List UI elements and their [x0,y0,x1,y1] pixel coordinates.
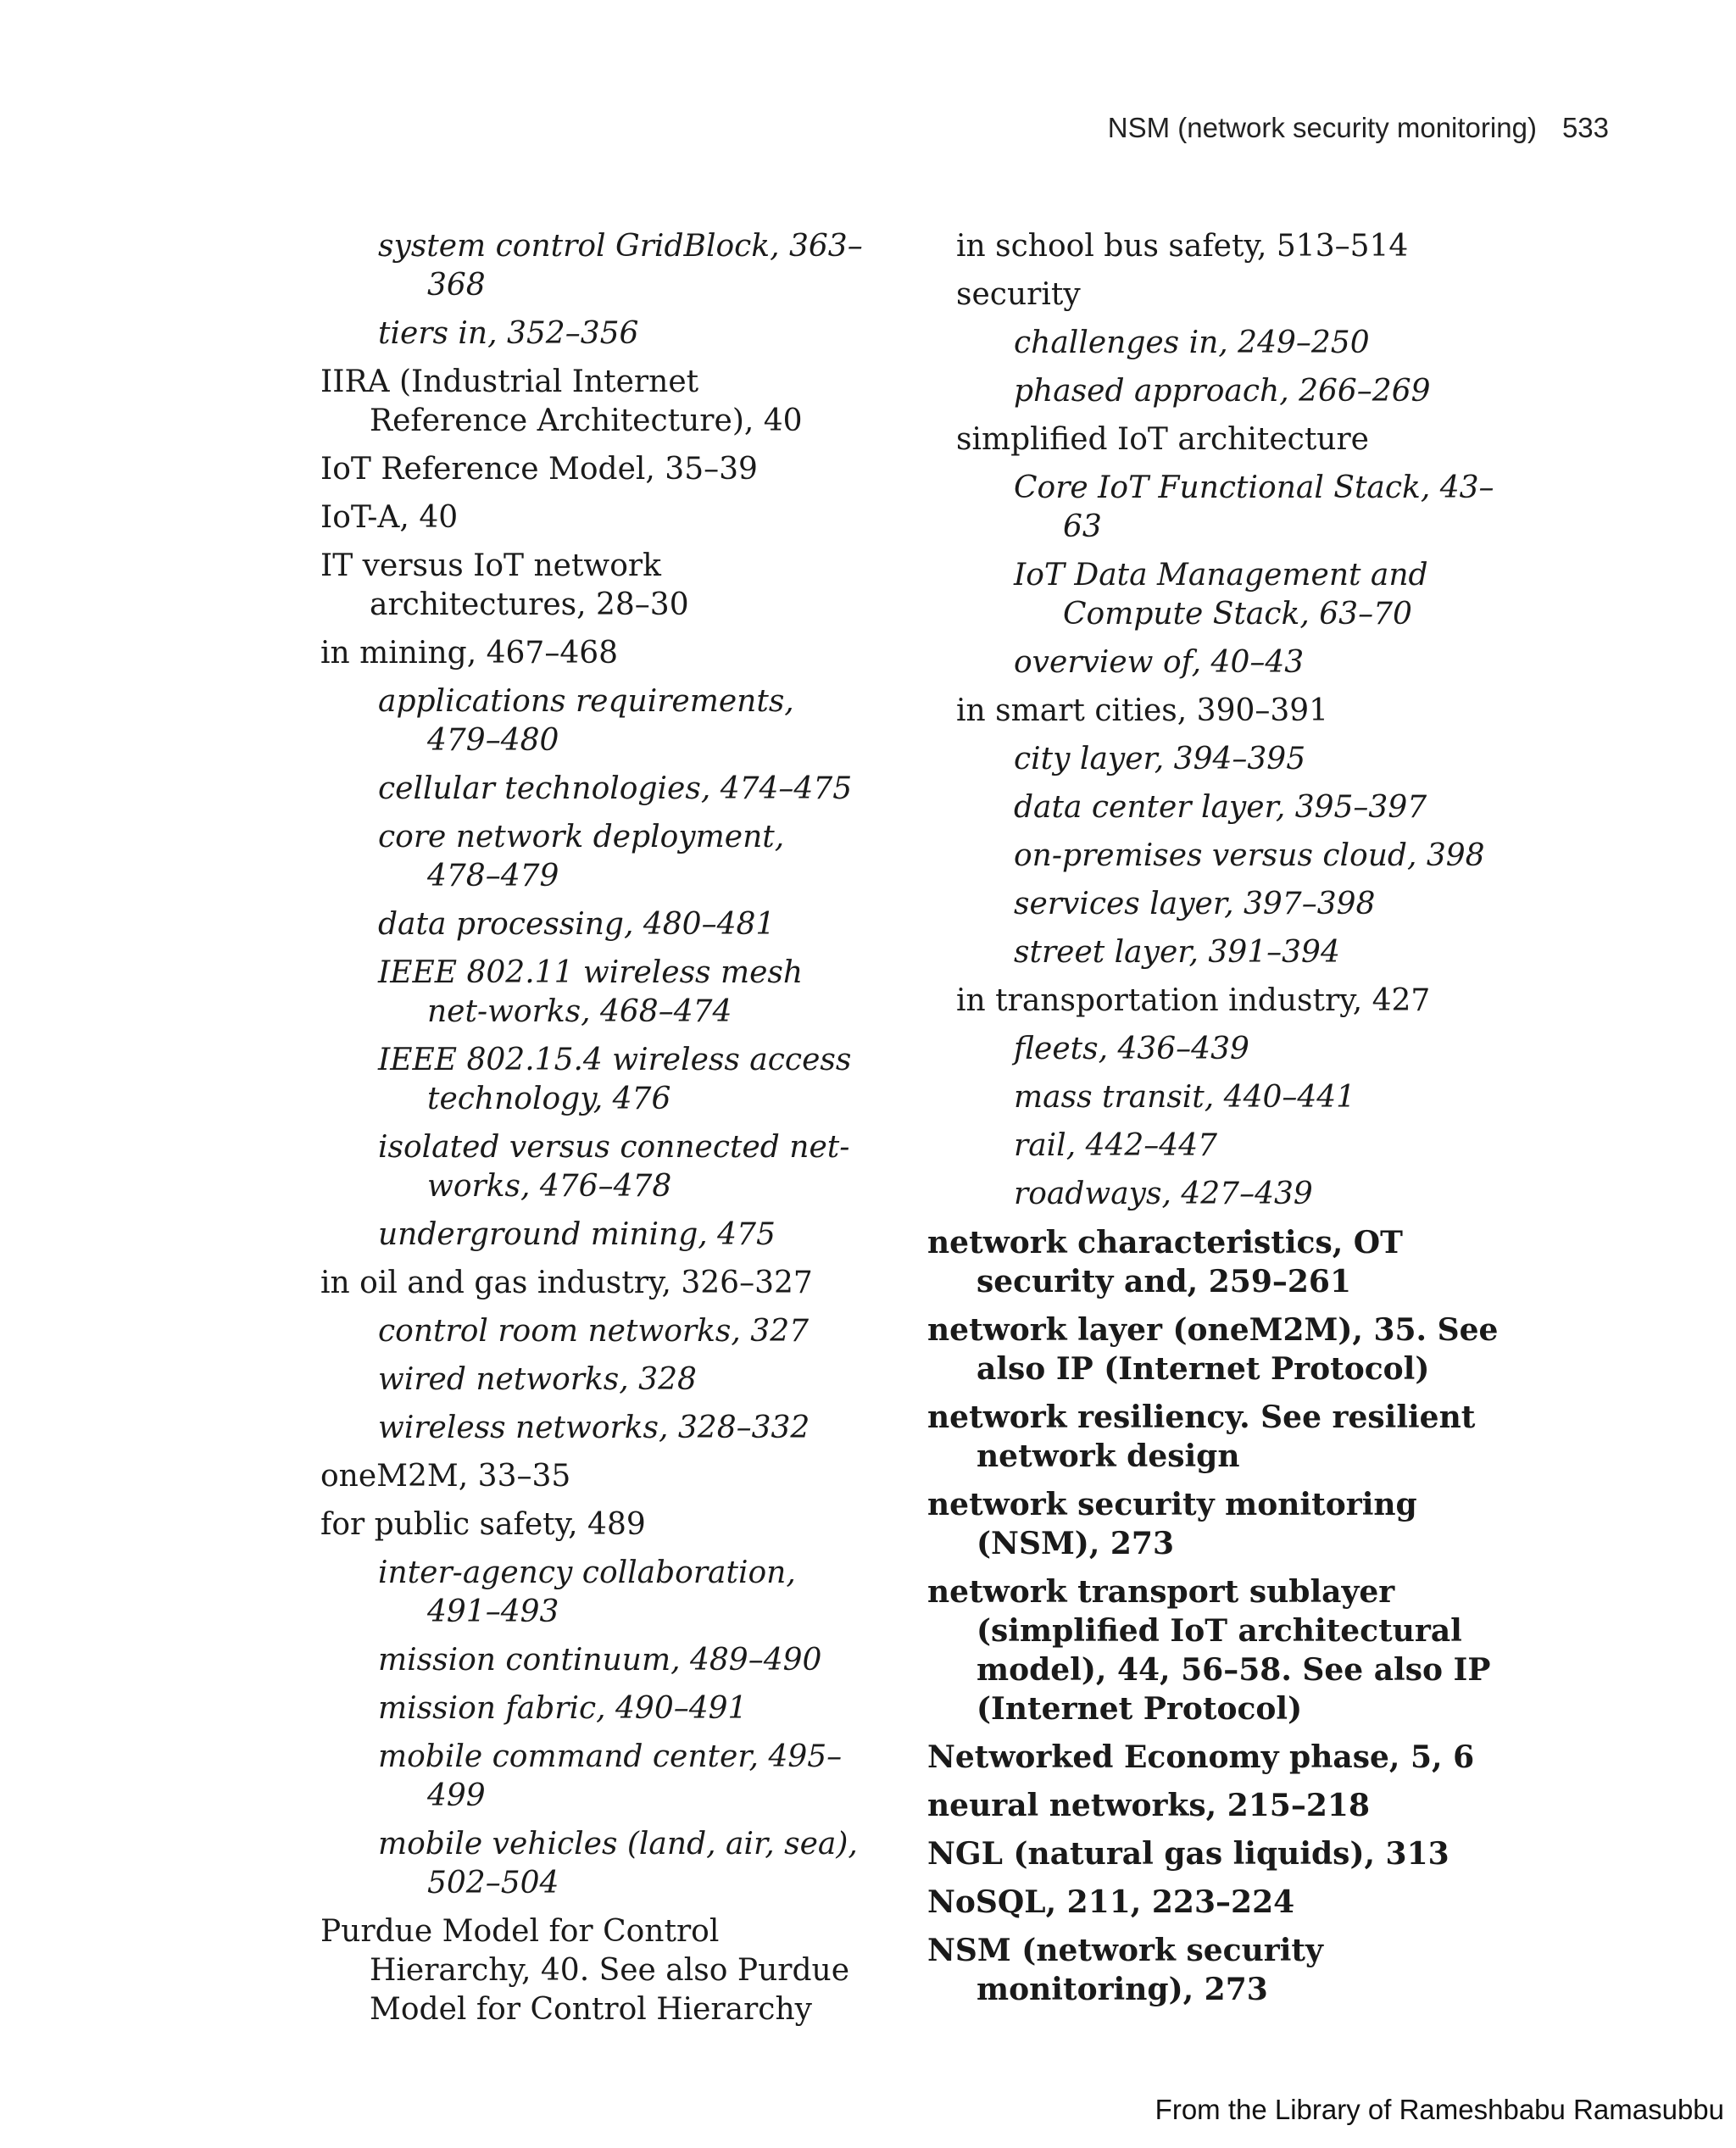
index-entry: network characteristics, OT security and, 259–261 [927,1225,1403,1299]
index-subentry: cellular technologies, 474–475 [378,771,853,806]
index-subentry: mobile vehicles (land, air, sea), 502–504 [378,1827,858,1900]
index-entry: Networked Economy phase, 5, 6 [927,1739,1475,1775]
index-subentry: control room networks, 327 [378,1314,810,1349]
index-subentry: inter-agency collaboration, 491–493 [378,1555,796,1629]
index-subentry: on-premises versus cloud, 398 [1014,838,1485,873]
index-subentry: tiers in, 352–356 [378,316,639,351]
index-entry: neural networks, 215–218 [927,1788,1370,1823]
index-subentry: roadways, 427–439 [1014,1177,1313,1211]
page-number: 533 [1561,112,1609,143]
index-entry: simplified IoT architecture [956,422,1369,457]
running-head [1108,112,1609,144]
index-subentry: IEEE 802.11 wireless mesh net-works, 468–474 [378,955,804,1029]
index-entry: network resiliency. See resilient network design [927,1400,1476,1474]
index-entry: for public safety, 489 [320,1507,646,1542]
index-entry: network transport sublayer (simplified IoT architectural model), 44, 56–58. See also IP (Internet Protocol) [927,1574,1491,1727]
index-entry: IIRA (Industrial Internet Reference Architecture), 40 [320,364,803,438]
index-subentry: services layer, 397–398 [1014,887,1376,921]
index-subentry: system control GridBlock, 363–368 [378,229,863,303]
index-entry: in school bus safety, 513–514 [956,229,1409,264]
index-entry: in transportation industry, 427 [956,983,1431,1018]
index-entry: NSM (network security monitoring), 273 [927,1933,1323,2007]
index-subentry: data center layer, 395–397 [1014,790,1427,825]
index-subentry: city layer, 394–395 [1014,742,1306,776]
index-entry: NoSQL, 211, 223–224 [927,1884,1295,1920]
index-subentry: street layer, 391–394 [1014,935,1340,970]
index-subentry: mobile command center, 495–499 [378,1739,843,1813]
index-entry: NGL (natural gas liquids), 313 [927,1836,1449,1872]
index-subentry: wired networks, 328 [378,1362,697,1397]
index-subentry: underground mining, 475 [378,1217,776,1252]
index-subentry: Core IoT Functional Stack, 43–63 [1014,470,1494,544]
index-entry: oneM2M, 33–35 [320,1459,571,1494]
index-subentry: IoT Data Management and Compute Stack, 63–70 [1014,558,1428,632]
library-credit: From the Library of Rameshbabu Ramasubbu [1155,2094,1724,2125]
index-column-left [320,227,863,2039]
index-entry: IoT Reference Model, 35–39 [320,452,758,487]
index-subentry: wireless networks, 328–332 [378,1411,810,1445]
index-entry: in mining, 467–468 [320,636,619,671]
index-subentry: phased approach, 266–269 [1014,374,1431,409]
index-subentry: fleets, 436–439 [1014,1032,1249,1066]
index-entry: in oil and gas industry, 326–327 [320,1266,813,1300]
running-head-title: NSM (network security monitoring) [1107,112,1537,143]
index-entry: network security monitoring (NSM), 273 [927,1487,1417,1561]
index-entry: IT versus IoT network architectures, 28–30 [320,548,689,622]
index-entry: security [956,277,1081,312]
index-entry: IoT-A, 40 [320,500,459,535]
index-entry: Purdue Model for Control Hierarchy, 40. See also Purdue Model for Control Hierarchy [320,1914,850,2027]
index-column-right [927,227,1504,2018]
index-subentry: isolated versus connected net-works, 476–478 [378,1130,850,1204]
index-subentry: challenges in, 249–250 [1014,326,1370,360]
index-subentry: mission fabric, 490–491 [378,1691,748,1726]
index-subentry: rail, 442–447 [1014,1128,1218,1163]
index-subentry: overview of, 40–43 [1014,645,1305,680]
index-entry: network layer (oneM2M), 35. See also IP (Internet Protocol) [927,1312,1499,1387]
index-subentry: data processing, 480–481 [378,907,776,942]
index-subentry: mass transit, 440–441 [1014,1080,1356,1115]
index-entry: in smart cities, 390–391 [956,693,1329,728]
index-subentry: IEEE 802.15.4 wireless access technology, 476 [378,1043,852,1116]
index-subentry: mission continuum, 489–490 [378,1643,822,1678]
index-subentry: applications requirements, 479–480 [378,684,794,758]
index-subentry: core network deployment, 478–479 [378,820,785,893]
